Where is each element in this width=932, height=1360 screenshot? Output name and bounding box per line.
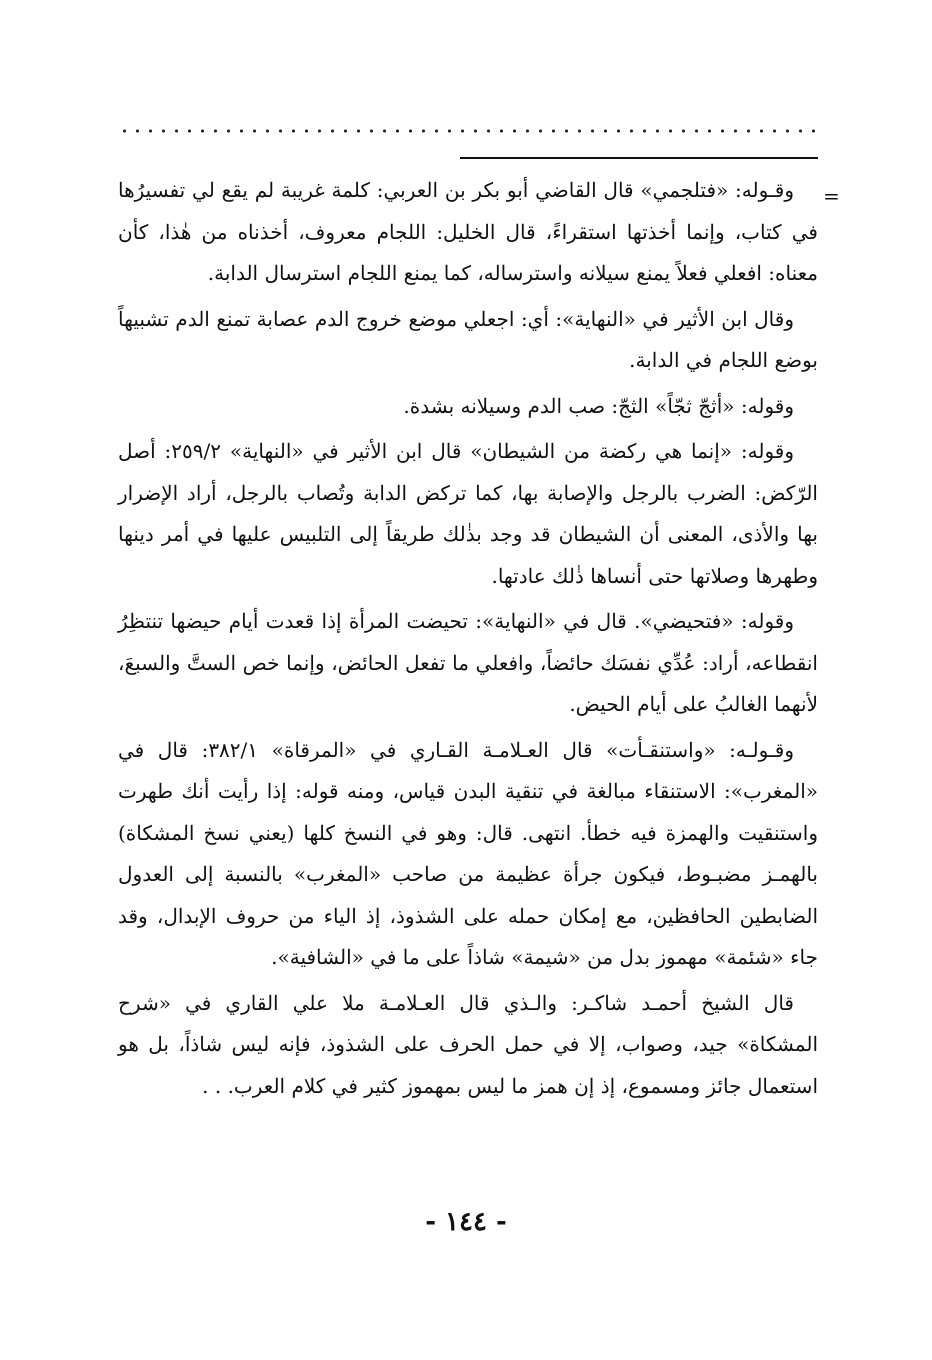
footnote-paragraph: وقوله: «فتحيضي». قال في «النهاية»: تحيضت المرأة إذا قعدت أيام حيضها تنتظِرُ انقطاعه، أراد: عُدِّي نفسَك حائضاً، وافعلي ما تفعل الحائض، وإنما خص الستَّ والسبعَ، لأنهما الغالبُ على أيام الحيض. <box>118 609 818 716</box>
page-number: - ١٤٤ - <box>425 1207 507 1237</box>
footnote-rule <box>460 157 818 159</box>
footnote-paragraph: وقوله: «إنما هي ركضة من الشيطان» قال ابن الأثير في «النهاية» ٢٥٩/٢: أصل الرّكض: الضرب بالرجل والإصابة بها، كما تركض الدابة وتُصاب بالرجل، أراد الإضرار بها والأذى، المعنى أن الشيطان قد وجد بذٰلك طريقاً إلى التلبيس عليها في أمر دينها وطهرها وصلاتها حتى أنساها ذٰلك عادتها. <box>118 439 818 588</box>
footnote-paragraph: وقال ابن الأثير في «النهاية»: أي: اجعلي موضع خروج الدم عصابة تمنع الدم تشبيهاً بوضع اللجام في الدابة. <box>118 306 818 372</box>
continuation-mark: = <box>823 184 840 208</box>
footnote-paragraph: وقوله: «أثجّ ثجّاً» الثجّ: صب الدم وسيلانه بشدة. <box>403 393 794 418</box>
footnote-paragraph: قال الشيخ أحمـد شاكـر: والـذي قال العـلامـة ملا علي القاري في «شرح المشكاة» جيد، وصواب، إلا في حمل الحرف على الشذوذ، فإنه ليس شاذاً، بل هو استعمال جائز ومسموع، إذ إن همز ما ليس بمهموز كثير في كلام العرب. . . <box>118 990 818 1098</box>
footnote-paragraph: وقـولـه: «واستنقـأت» قال العـلامـة القـاري في «المرقاة» ٣٨٢/١: قال في «المغرب»: الاستنقاء مبالغة في تنقية البدن قياس، ومنه قوله: إذا رأيت أنك طهرت واستنقيت والهمزة فيه خطأ. انتهى. قال: وهو في النسخ كلها (يعني نسخ المشكاة) بالهمـز مضبـوط، فيكون جرأة عظيمة من صاحب «المغرب» بالنسبة إلى العدول الضابطين الحافظين، مع إمكان حمله على الشذوذ، إذ الياء من حروف الإبدال، وقد جاء «شئمة» مهموز بدل من «شيمة» شاذاً على ما في «الشافية». <box>118 737 818 969</box>
dotted-separator <box>118 128 818 134</box>
footnote-paragraph: وقـوله: «فتلجمي» قال القاضي أبو بكر بن العربي: كلمة غريبة لم يقع لي تفسيرُها في كتاب، وإنما أخذتها استقراءً، قال الخليل: اللجام معروف، أخذناه من هٰذا، كأن معناه: افعلي فعلاً يمنع سيلانه واسترساله، كما يمنع اللجام استرسال الدابة. <box>118 178 818 285</box>
footnotes-block <box>118 170 818 1111</box>
